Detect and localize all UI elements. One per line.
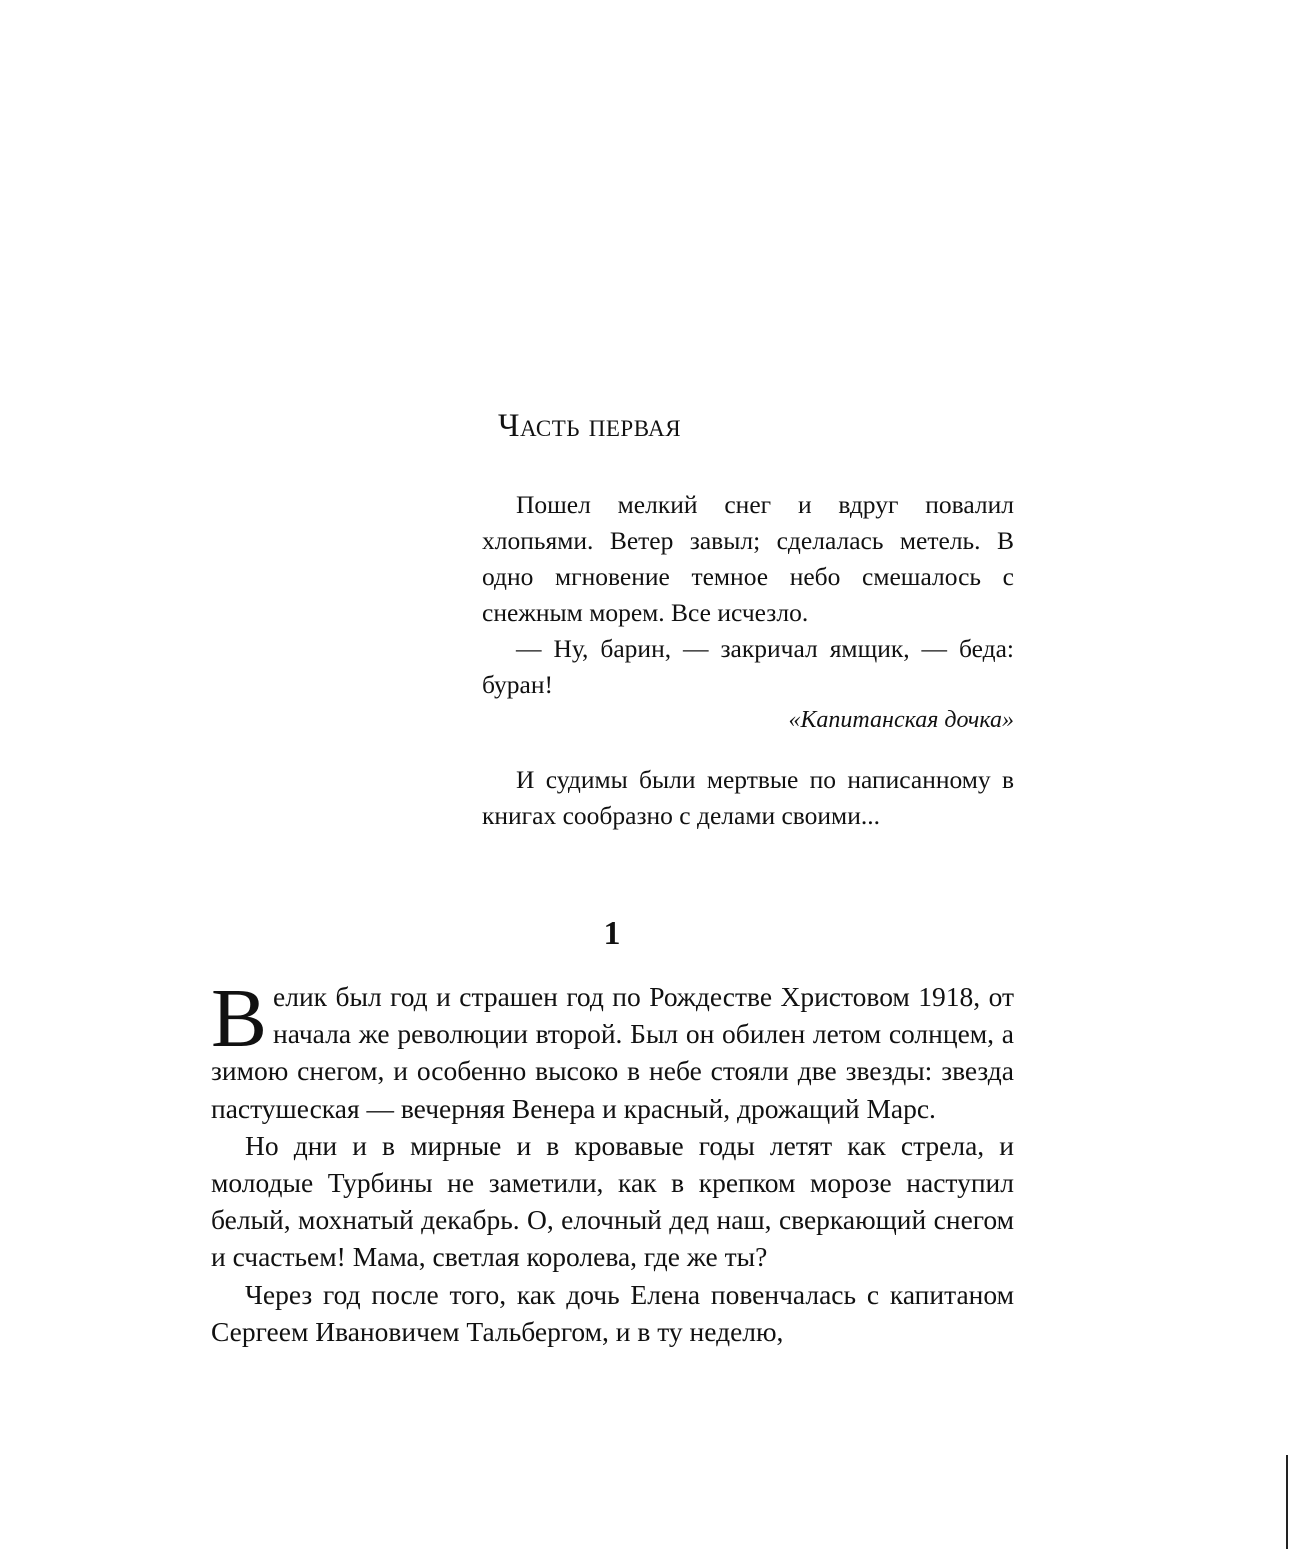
part-title-initial: Ч: [498, 408, 520, 444]
drop-cap: В: [211, 972, 268, 1065]
body-paragraph: Через год после того, как дочь Елена повенчалась с капитаном Сергеем Ивановичем Тальбергом, и в ту неделю,: [211, 1278, 1014, 1347]
page-edge-line: [1286, 1455, 1288, 1549]
body-paragraph: [211, 972, 1014, 1127]
epigraph-attribution: «Капитанская дочка»: [788, 707, 1014, 733]
epigraph-pushkin: [482, 487, 1014, 737]
chapter-number: 1: [603, 915, 621, 952]
chapter-body: [211, 972, 1014, 1350]
epigraph-paragraph: — Ну, барин, — закричал ямщик, — беда: буран!: [482, 634, 1014, 699]
epigraph-paragraph: И судимы были мертвые по написанному в книгах сообразно с делами своими...: [482, 765, 1014, 830]
body-paragraph-text: елик был год и страшен год по Рождестве Христовом 1918, от начала же революции второй. Был он обилен летом солнцем, а зимою снегом, и особенно высоко в небе стояли две звезды: звезда пастушеская — вечерняя Венера и красный, дрожащий Марс.: [211, 981, 1014, 1124]
part-title: [498, 403, 681, 449]
epigraph-scripture: [482, 762, 1014, 834]
epigraph-paragraph: Пошел мелкий снег и вдруг повалил хлопьями. Ветер завыл; сделалась метель. В одно мгновение темное небо смешалось с снежным морем. Все исчезло.: [482, 490, 1014, 627]
part-title-rest: асть первая: [519, 408, 682, 444]
body-paragraph: Но дни и в мирные и в кровавые годы летят как стрела, и молодые Турбины не заметили, как в крепком морозе наступил белый, мохнатый декабрь. О, елочный дед наш, сверкающий снегом и счастьем! Мама, светлая королева, где же ты?: [211, 1129, 1014, 1273]
